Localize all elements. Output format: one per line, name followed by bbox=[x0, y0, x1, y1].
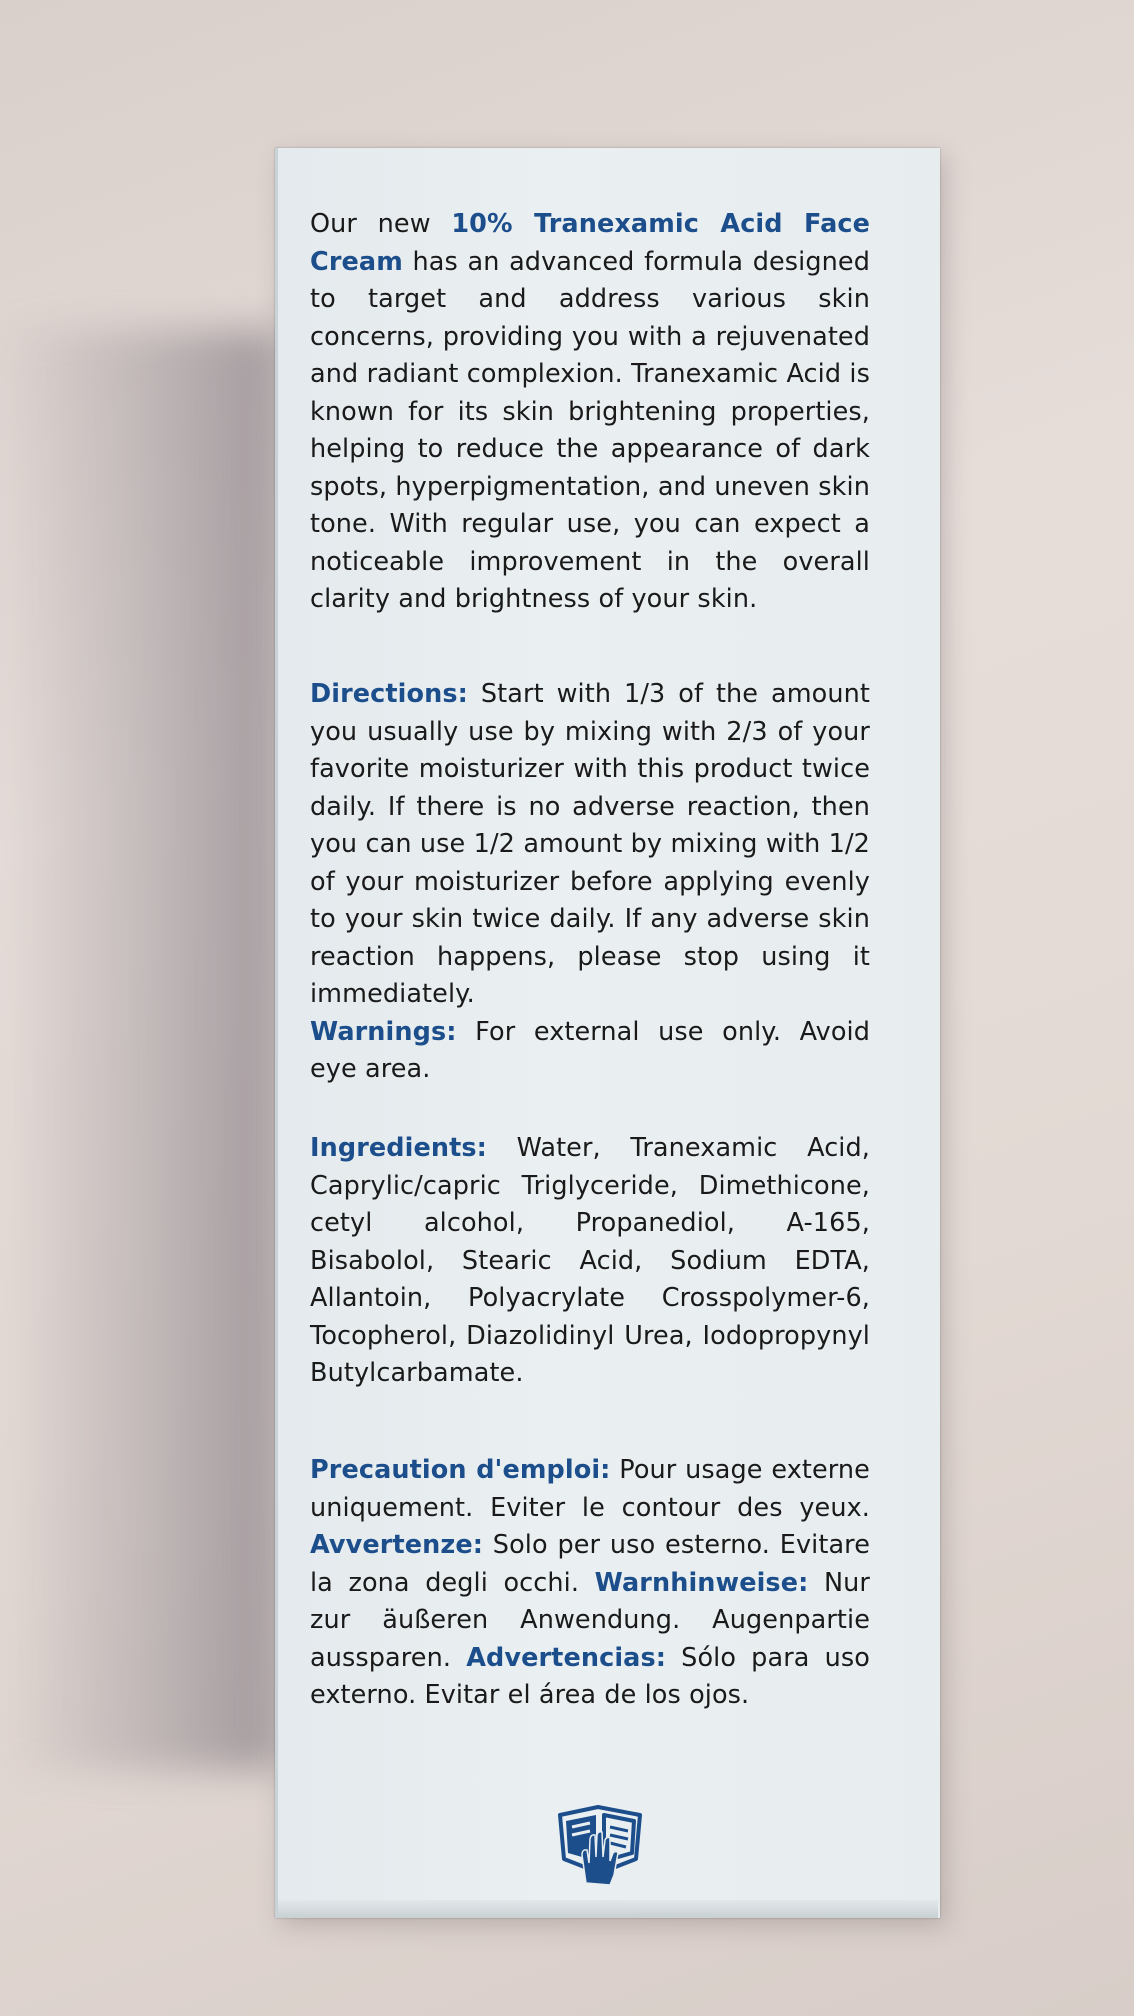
read-leaflet-hand-book-icon bbox=[552, 1795, 648, 1891]
directions-paragraph bbox=[310, 676, 870, 1089]
ingredients-label: Ingredients: bbox=[310, 1133, 487, 1163]
fr-text: Pour usage externe uniquement. Eviter le contour des yeux. bbox=[310, 1455, 870, 1523]
directions-text: Start with 1/3 of the amount you usually use by mixing with 2/3 of your favorite moisturizer with this product twice daily. If there is no adverse reaction, then you can use 1/2 amount by mixing with 1/2 of your moisturizer before applying evenly to your skin twice daily. If any adverse skin reaction happens, please stop using it immediately. bbox=[310, 679, 870, 1009]
directions-label: Directions: bbox=[310, 679, 468, 709]
box-shadow bbox=[0, 330, 280, 1770]
de-label: Warnhinweise: bbox=[594, 1567, 809, 1598]
ingredients-text: Water, Tranexamic Acid, Caprylic/capric Triglyceride, Dimethicone, cetyl alcohol, Propanediol, A-165, Bisabolol, Stearic Acid, Sodium EDTA, Allantoin, Polyacrylate Crosspolymer-6, Tocopherol, Diazolidinyl Urea, Iodopropynyl Butylcarbamate. bbox=[310, 1133, 870, 1388]
intro-paragraph bbox=[310, 206, 870, 619]
es-text: Sólo para uso externo. Evitar el área de los ojos. bbox=[310, 1642, 870, 1710]
warnings-label: Warnings: bbox=[310, 1016, 457, 1047]
fr-label: Precaution d'emploi: bbox=[310, 1455, 611, 1485]
warnings-text: For external use only. Avoid eye area. bbox=[310, 1016, 870, 1084]
box-bottom-edge bbox=[278, 1900, 938, 1918]
it-text: Solo per uso esterno. Evitare la zona degli occhi. bbox=[310, 1530, 870, 1598]
intro-body: has an advanced formula designed to target and address various skin concerns, providing you with a rejuvenated and radiant complexion. Tranexamic Acid is known for its skin brightening properties, helping to reduce the appearance of dark spots, hyperpigmentation, and uneven skin tone. With regular use, you can expect a noticeable improvement in the overall clarity and brightness of your skin. bbox=[310, 246, 870, 614]
es-label: Advertencias: bbox=[466, 1642, 667, 1673]
it-label: Avvertenze: bbox=[310, 1530, 484, 1560]
product-name: 10% Tranexamic Acid Face Cream bbox=[310, 209, 870, 277]
ingredients-paragraph bbox=[310, 1130, 870, 1393]
de-text: Nur zur äußeren Anwendung. Augenpartie aussparen. bbox=[310, 1567, 870, 1673]
translations-paragraph bbox=[310, 1452, 870, 1715]
intro-lead: Our new bbox=[310, 209, 452, 239]
